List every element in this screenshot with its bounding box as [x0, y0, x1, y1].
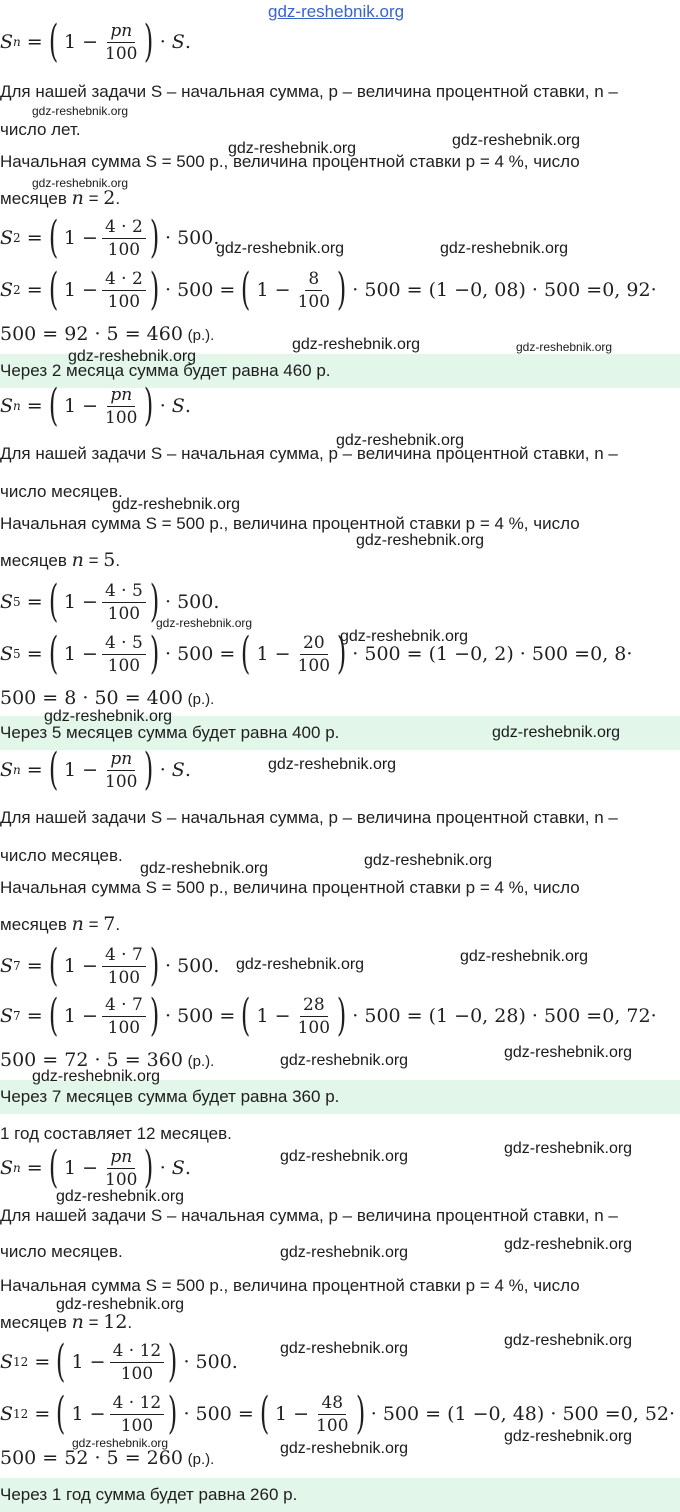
watermark: gdz-reshebnik.org	[56, 1188, 185, 1205]
months-text: месяцев n = 7.	[0, 913, 121, 935]
initial-sum-text: Начальная сумма S = 500 р., величина процентной ставки p = 4 %, число	[0, 878, 580, 897]
general-formula: S n = ( 1 − $\frac{pn}{100}$ ) · S .	[0, 1142, 191, 1193]
watermark: gdz-reshebnik.org	[56, 1296, 185, 1313]
general-formula: S n = ( 1 − $\frac{pn}{100}$ ) · S .	[0, 744, 191, 795]
watermark: gdz-reshebnik.org	[268, 756, 397, 773]
general-formula: S n = ( 1 − $\frac{pn}{100}$ ) · S .	[0, 16, 191, 67]
substituted-formula: S 5 = ( 1 − $\frac{4 \cdot 5}{100}$ ) · 500.	[0, 576, 220, 627]
watermark: gdz-reshebnik.org	[440, 240, 569, 257]
description-text: Для нашей задачи S – начальная сумма, p – величина процентной ставки, n –	[0, 444, 618, 463]
description-text: Для нашей задачи S – начальная сумма, p – величина процентной ставки, n –	[0, 82, 618, 101]
computed-formula: S 2 = ( 1 − $\frac{4 \cdot 2}{100}$ ) · 500 = ( 1 − $\frac{8}{100}$ ) · 500 = (1 − 0, 08 ) · 500 = 0, 92 ·	[0, 264, 657, 315]
watermark: gdz-reshebnik.org	[356, 532, 485, 549]
watermark: gdz-reshebnik.org	[492, 724, 621, 741]
year-note: 1 год составляет 12 месяцев.	[0, 1124, 232, 1143]
watermark: gdz-reshebnik.org	[156, 616, 253, 630]
answer-text: Через 5 месяцев сумма будет равна 400 р.	[0, 723, 340, 742]
substituted-formula: S 7 = ( 1 − $\frac{4 \cdot 7}{100}$ ) · 500.	[0, 940, 220, 991]
answer-text: Через 2 месяца сумма будет равна 460 р.	[0, 361, 331, 380]
answer-text: Через 7 месяцев сумма будет равна 360 р.	[0, 1087, 340, 1106]
watermark: gdz-reshebnik.org	[452, 132, 581, 149]
watermark: gdz-reshebnik.org	[504, 1332, 633, 1349]
answer-text: Через 1 год сумма будет равна 260 р.	[0, 1485, 298, 1504]
description-text: Для нашей задачи S – начальная сумма, p – величина процентной ставки, n –	[0, 1206, 618, 1225]
watermark: gdz-reshebnik.org	[280, 1340, 409, 1357]
watermark: gdz-reshebnik.org	[292, 336, 421, 353]
watermark: gdz-reshebnik.org	[32, 176, 129, 190]
description-text-end: число лет.	[0, 120, 81, 139]
substituted-formula: S 2 = ( 1 − $\frac{4 \cdot 2}{100}$ ) · 500.	[0, 212, 220, 263]
watermark: gdz-reshebnik.org	[32, 1068, 161, 1085]
description-text: Для нашей задачи S – начальная сумма, p – величина процентной ставки, n –	[0, 808, 618, 827]
watermark: gdz-reshebnik.org	[72, 1436, 169, 1450]
watermark: gdz-reshebnik.org	[280, 1052, 409, 1069]
watermark: gdz-reshebnik.org	[140, 860, 269, 877]
watermark: gdz-reshebnik.org	[336, 432, 465, 449]
result-line: 500 = 8 · 50 = 400 (р.).	[0, 687, 215, 709]
months-text: месяцев n = 12.	[0, 1311, 133, 1333]
watermark: gdz-reshebnik.org	[228, 140, 357, 157]
watermark: gdz-reshebnik.org	[504, 1236, 633, 1253]
watermark: gdz-reshebnik.org	[112, 496, 241, 513]
watermark: gdz-reshebnik.org	[504, 1428, 633, 1445]
watermark-top[interactable]: gdz-reshebnik.org	[268, 2, 405, 21]
watermark: gdz-reshebnik.org	[516, 340, 613, 354]
watermark: gdz-reshebnik.org	[32, 104, 129, 118]
result-line: 500 = 52 · 5 = 260 (р.).	[0, 1447, 215, 1469]
computed-formula: S 12 = ( 1 − $\frac{4 \cdot 12}{100}$ ) · 500 = ( 1 − $\frac{48}{100}$ ) · 500 = (1 − 0, 48 ) · 500 = 0, 52 ·	[0, 1388, 676, 1439]
watermark: gdz-reshebnik.org	[68, 348, 197, 365]
substituted-formula: S 12 = ( 1 − $\frac{4 \cdot 12}{100}$ ) · 500.	[0, 1336, 238, 1387]
result-line: 500 = 72 · 5 = 360 (р.).	[0, 1049, 215, 1071]
watermark: gdz-reshebnik.org	[340, 628, 469, 645]
watermark: gdz-reshebnik.org	[280, 1148, 409, 1165]
months-text: месяцев n = 2.	[0, 187, 121, 209]
watermark: gdz-reshebnik.org	[44, 708, 173, 725]
general-formula: S n = ( 1 − $\frac{pn}{100}$ ) · S .	[0, 380, 191, 431]
answer-highlight	[0, 1478, 680, 1512]
initial-sum-text: Начальная сумма S = 500 р., величина процентной ставки p = 4 %, число	[0, 514, 580, 533]
watermark: gdz-reshebnik.org	[236, 956, 365, 973]
initial-sum-text: Начальная сумма S = 500 р., величина процентной ставки p = 4 %, число	[0, 152, 580, 171]
description-text-end: число месяцев.	[0, 1242, 123, 1261]
watermark: gdz-reshebnik.org	[460, 948, 589, 965]
months-text: месяцев n = 5.	[0, 549, 121, 571]
description-text-end: число месяцев.	[0, 482, 123, 501]
computed-formula: S 5 = ( 1 − $\frac{4 \cdot 5}{100}$ ) · 500 = ( 1 − $\frac{20}{100}$ ) · 500 = (1 − 0, 2 ) · 500 = 0, 8 ·	[0, 628, 633, 679]
computed-formula: S 7 = ( 1 − $\frac{4 \cdot 7}{100}$ ) · 500 = ( 1 − $\frac{28}{100}$ ) · 500 = (1 − 0, 28 ) · 500 = 0, 72 ·	[0, 990, 657, 1041]
description-text-end: число месяцев.	[0, 846, 123, 865]
watermark: gdz-reshebnik.org	[364, 852, 493, 869]
watermark: gdz-reshebnik.org	[504, 1044, 633, 1061]
watermark: gdz-reshebnik.org	[280, 1244, 409, 1261]
result-line: 500 = 92 · 5 = 460 (р.).	[0, 323, 215, 345]
watermark: gdz-reshebnik.org	[280, 1440, 409, 1457]
watermark: gdz-reshebnik.org	[504, 1140, 633, 1157]
watermark: gdz-reshebnik.org	[216, 240, 345, 257]
initial-sum-text: Начальная сумма S = 500 р., величина процентной ставки p = 4 %, число	[0, 1276, 580, 1295]
